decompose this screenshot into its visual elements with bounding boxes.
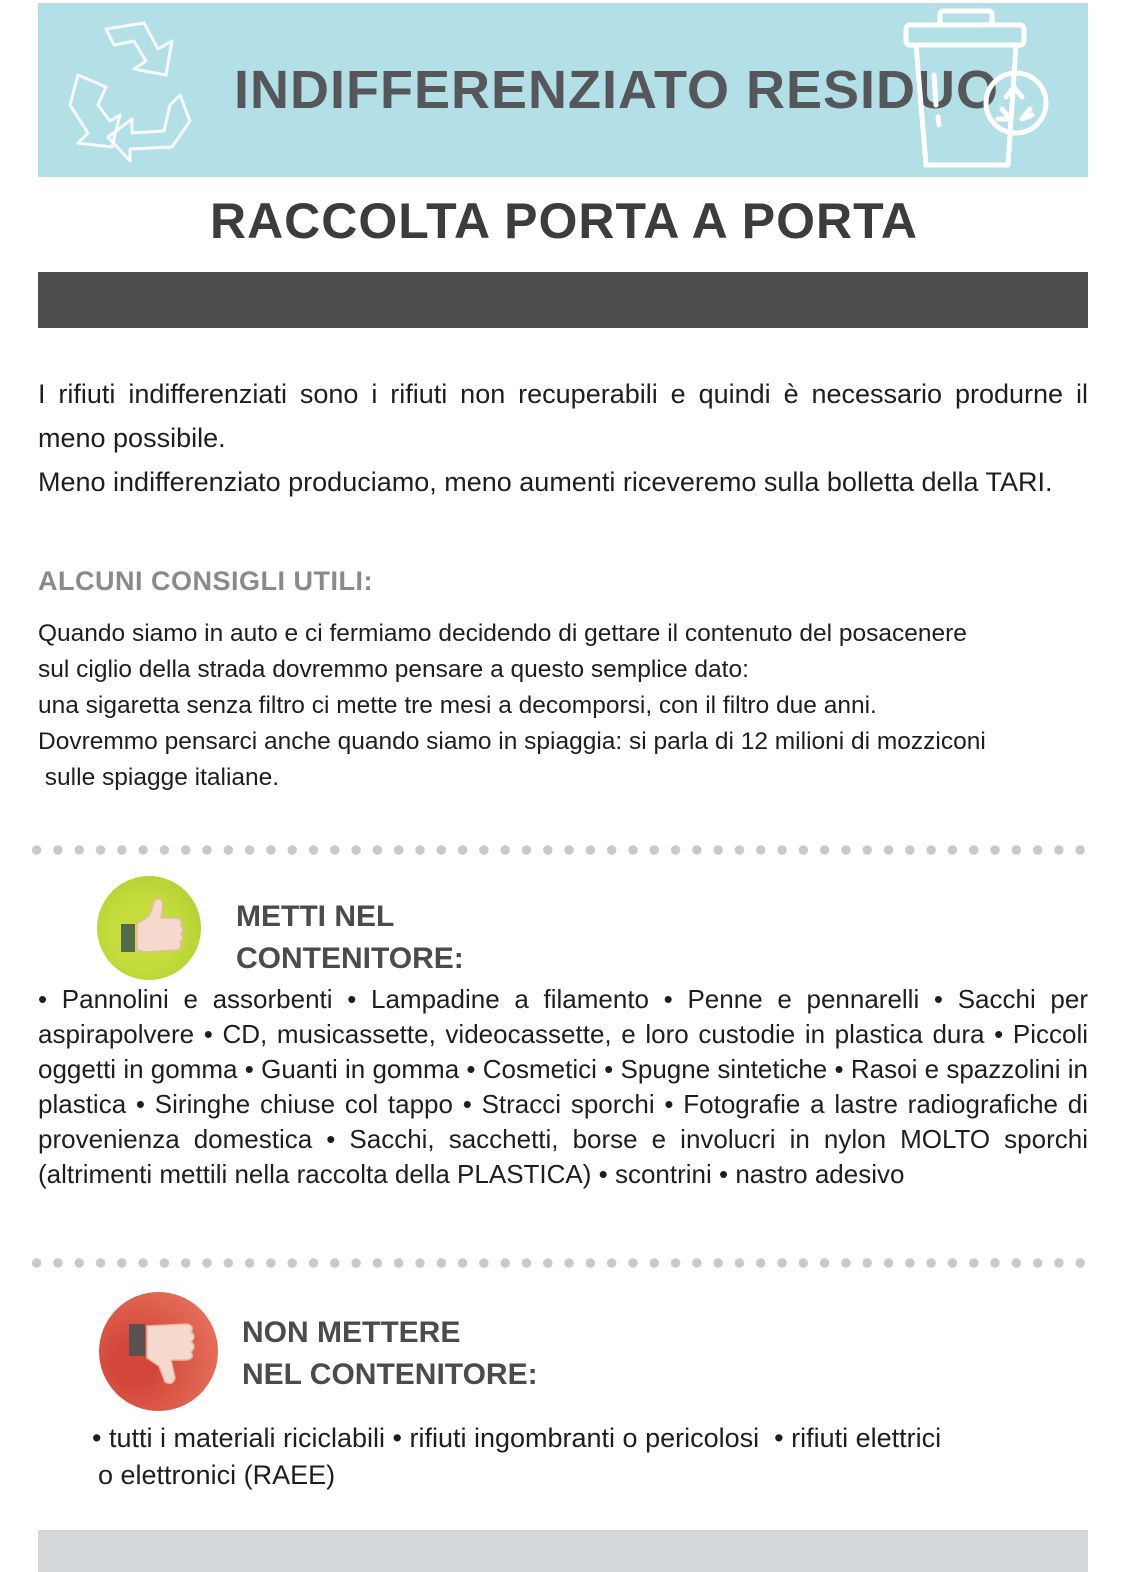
header-banner [38, 3, 1088, 177]
recycle-icon [48, 9, 208, 169]
title-line: NEL CONTENITORE: [242, 1358, 538, 1391]
tips-line: sul ciglio della strada dovremmo pensare a questo semplice dato: [38, 656, 749, 683]
allowed-items-list: • Pannolini e assorbenti • Lampadine a filamento • Penne e pennarelli • Sacchi per aspirapolvere • CD, musicassette, videocassette, e loro custodie in plastica dura • Piccoli oggetti in gomma • Guanti in gomma • Cosmetici • Spugne sintetiche • Rasoi e spazzolini in plastica • Siringhe chiuse col tappo • Stracci sporchi • Fotografie a lastre radiografiche di provenienza domestica • Sacchi, sacchetti, borse e involucri in nylon MOLTO sporchi (altrimenti mettili nella raccolta della PLASTICA) • scontrini • nastro adesivo [38, 984, 1088, 1189]
thumbs-down-badge [99, 1292, 218, 1411]
page-subtitle: RACCOLTA PORTA A PORTA [209, 193, 919, 249]
tips-line: una sigaretta senza filtro ci mette tre mesi a decomporsi, con il filtro due anni. [38, 692, 877, 719]
forbidden-items-line: o elettronici (RAEE) [98, 1460, 336, 1490]
intro-paragraph: I rifiuti indifferenziati sono i rifiuti non recuperabili e quindi è necessario produrne il meno possibile. [38, 379, 1088, 453]
thumbs-down-icon [99, 1292, 218, 1411]
intro-text [38, 372, 1088, 504]
forbidden-items-list [92, 1420, 1052, 1494]
tips-text [38, 616, 1098, 796]
thumbs-up-icon [97, 876, 201, 980]
trash-bin-icon [898, 5, 1078, 175]
yes-section-title [236, 896, 464, 980]
dotted-separator [26, 1258, 1096, 1268]
tips-line: Dovremmo pensarci anche quando siamo in spiaggia: si parla di 12 milioni di mozziconi [38, 728, 986, 755]
intro-paragraph: Meno indifferenziato produciamo, meno aumenti riceveremo sulla bolletta della TARI. [38, 467, 1053, 497]
header-title: INDIFFERENZIATO RESIDUO [234, 60, 1000, 120]
title-line: METTI NEL [236, 900, 395, 933]
tips-line: Quando siamo in auto e ci fermiamo decidendo di gettare il contenuto del posacenere [38, 620, 967, 647]
no-section-title [242, 1312, 538, 1396]
footer-band [38, 1530, 1088, 1572]
tips-heading: ALCUNI CONSIGLI UTILI: [38, 566, 373, 596]
tips-line: sulle spiagge italiane. [38, 764, 280, 791]
dotted-separator [26, 845, 1096, 855]
title-line: NON METTERE [242, 1316, 461, 1349]
title-line: CONTENITORE: [236, 942, 464, 975]
forbidden-items-line: • tutti i materiali riciclabili • rifiuti ingombranti o pericolosi • rifiuti elettrici [92, 1423, 942, 1453]
thumbs-up-badge [97, 876, 201, 980]
divider-band [38, 272, 1088, 328]
